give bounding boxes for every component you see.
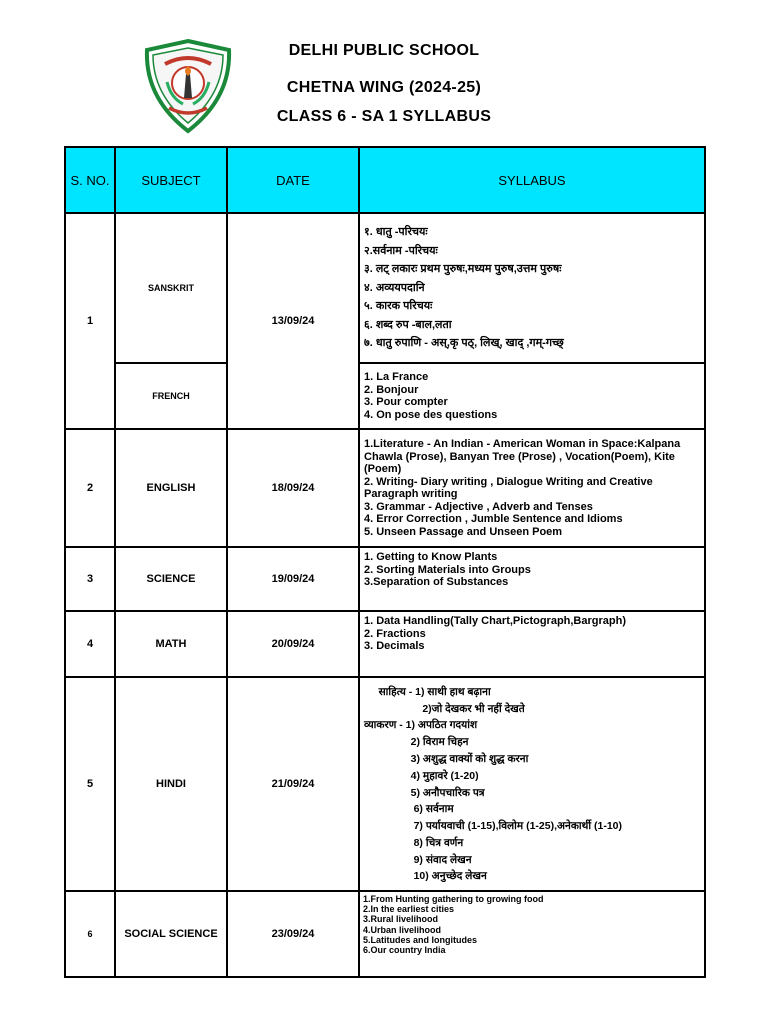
syllabus-item: 2. Writing- Diary writing , Dialogue Writing and Creative Paragraph writing: [364, 475, 653, 500]
syllabus-item: ६. शब्द रुप -बाल,लता: [364, 318, 452, 331]
syllabus-item: 3. Decimals: [364, 640, 425, 652]
syllabus-item: 1. Getting to Know Plants: [364, 551, 498, 563]
subject-cell: FRENCH: [115, 363, 227, 429]
syllabus-item: १. धातु -परिचयः: [364, 226, 428, 239]
date-cell: 18/09/24: [227, 429, 359, 547]
syllabus-item: साहित्य - 1) साथी हाथ बढ़ाना: [364, 685, 491, 698]
syllabus-item: 2. Fractions: [364, 627, 426, 640]
syllabus-item: 6.Our country India: [363, 945, 446, 956]
syllabus-item: 3.Rural livelihood: [363, 914, 439, 925]
syllabus-cell: [359, 677, 705, 891]
subject-cell: SCIENCE: [115, 547, 227, 611]
syllabus-item: 3. Pour compter: [364, 396, 448, 408]
table-row: [65, 213, 705, 363]
syllabus-item: 1.Literature - An Indian - American Woman in Space:Kalpana Chawla (Prose), Banyan Tree (Prose) , Vocation(Poem), Kite (Poem): [364, 438, 681, 475]
syllabus-item: 1.From Hunting gathering to growing food: [363, 894, 544, 904]
syllabus-item: 2) विराम चिहन: [364, 736, 469, 749]
syllabus-item: 8) चित्र वर्णन: [364, 836, 464, 849]
syllabus-item: 5) अनौपचारिक पत्र: [364, 786, 485, 799]
syllabus-table: [64, 146, 706, 978]
date-cell: 20/09/24: [227, 611, 359, 677]
subject-cell: ENGLISH: [115, 429, 227, 547]
date-cell: 19/09/24: [227, 547, 359, 611]
sno-cell: 5: [65, 677, 115, 891]
school-name: DELHI PUBLIC SCHOOL: [288, 42, 480, 59]
syllabus-cell: [359, 213, 705, 363]
syllabus-cell: [359, 611, 705, 677]
syllabus-item: 4.Urban livelihood: [363, 924, 442, 935]
table-row: [65, 611, 705, 677]
syllabus-cell: [359, 547, 705, 611]
syllabus-item: 2. Bonjour: [364, 383, 419, 396]
syllabus-item: 5. Unseen Passage and Unseen Poem: [364, 525, 563, 538]
sno-cell: 4: [65, 611, 115, 677]
syllabus-item: 5.Latitudes and longitudes: [363, 934, 478, 945]
subject-cell: HINDI: [115, 677, 227, 891]
sno-cell: 1: [65, 213, 115, 429]
subject-cell: SANSKRIT: [115, 213, 227, 363]
syllabus-item: 2.In the earliest cities: [363, 904, 455, 915]
syllabus-item: 2. Sorting Materials into Groups: [364, 563, 531, 576]
table-row: [65, 429, 705, 547]
subject-cell: MATH: [115, 611, 227, 677]
table-row: [65, 547, 705, 611]
table-row: [65, 891, 705, 977]
syllabus-cell: [359, 429, 705, 547]
syllabus-item: 1. Data Handling(Tally Chart,Pictograph,Bargraph): [364, 615, 626, 627]
syllabus-item: 2)जो देखकर भी नहीं देखते: [364, 702, 525, 715]
syllabus-item: 4. On pose des questions: [364, 408, 498, 421]
sno-cell: 2: [65, 429, 115, 547]
sno-cell: 6: [65, 891, 115, 977]
date-cell: 23/09/24: [227, 891, 359, 977]
syllabus-item: 4. Error Correction , Jumble Sentence and Idioms: [364, 513, 623, 525]
wing-name: CHETNA WING (2024-25): [286, 79, 482, 96]
date-cell: 13/09/24: [227, 213, 359, 429]
table-header-row: [65, 147, 705, 213]
syllabus-cell: [359, 363, 705, 429]
syllabus-item: 4) मुहावरे (1-20): [364, 769, 479, 782]
date-cell: 21/09/24: [227, 677, 359, 891]
syllabus-cell: [359, 891, 705, 977]
page-title: CLASS 6 - SA 1 SYLLABUS: [276, 108, 492, 125]
column-header-sno: S. NO.: [65, 147, 115, 213]
column-header-date: DATE: [227, 147, 359, 213]
syllabus-item: ७. धातु रुपाणि - अस्,कृ पठ्, लिख्, खाद् ,गम्-गच्छ्: [364, 337, 564, 350]
syllabus-item: 3.Separation of Substances: [364, 576, 509, 588]
syllabus-item: व्याकरण - 1) अपठित गदयांश: [364, 719, 478, 732]
syllabus-item: 1. La France: [364, 371, 429, 383]
sno-cell: 3: [65, 547, 115, 611]
syllabus-item: 3) अशुद्ध वाक्यों को शुद्ध करना: [364, 752, 529, 765]
syllabus-item: 9) संवाद लेखन: [364, 853, 472, 866]
syllabus-item: 6) सर्वनाम: [364, 803, 454, 816]
syllabus-item: २.सर्वनाम -परिचयः: [364, 244, 438, 257]
syllabus-item: 7) पर्यायवाची (1-15),विलोम (1-25),अनेकार्थी (1-10): [364, 820, 623, 833]
syllabus-item: ३. लट् लकारः प्रथम पुरुषः,मध्यम पुरुष,उत्तम पुरुषः: [364, 263, 562, 276]
syllabus-item: 3. Grammar - Adjective , Adverb and Tenses: [364, 500, 593, 513]
column-header-syllabus: SYLLABUS: [359, 147, 705, 213]
subject-cell: SOCIAL SCIENCE: [115, 891, 227, 977]
table-row: [65, 677, 705, 891]
syllabus-item: ५. कारक परिचयः: [364, 300, 433, 313]
table-row: [65, 363, 705, 429]
syllabus-item: ४. अव्ययपदानि: [364, 281, 425, 294]
column-header-subject: SUBJECT: [115, 147, 227, 213]
syllabus-item: 10) अनुच्छेद लेखन: [364, 870, 487, 883]
